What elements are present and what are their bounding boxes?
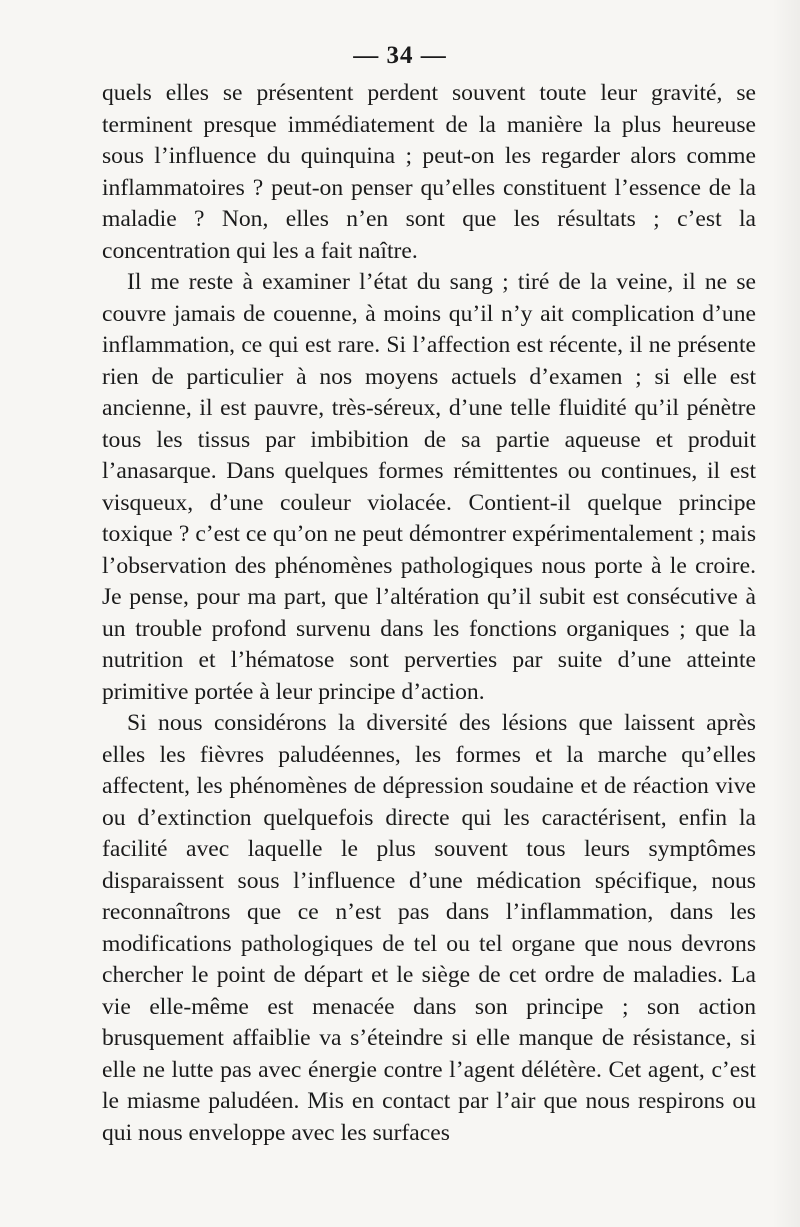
page-number: — 34 — (353, 42, 447, 69)
paragraph-paludal-fevers: Si nous considérons la diversité des lésions que laissent après elles les fièvres paludéennes, les formes et la marche qu’elles affectent, les phénomènes de dépression soudaine et de réaction vive ou d’extinction quelquefois directe qui les caractérisent, enfin la facilité avec laquelle le plus souvent tous leurs symptômes disparaissent sous l’influence d’une médication spécifique, nous reconnaîtrons que ce n’est pas dans l’inflammation, dans les modifications pathologiques de tel ou tel organe que nous devrons chercher le point de départ et le siège de cet ordre de maladies. La vie elle-même est menacée dans son principe ; son action brusquement affaiblie va s’éteindre si elle manque de résistance, si elle ne lutte pas avec énergie contre l’agent délétère. Cet agent, c’est le miasme paludéen. Mis en contact par l’air que nous respirons ou qui nous enveloppe avec les surfaces (102, 710, 756, 1146)
paragraph-blood-state: Il me reste à examiner l’état du sang ; tiré de la veine, il ne se couvre jamais de couenne, à moins qu’il n’y ait complication d’une inflammation, ce qui est rare. Si l’affection est récente, il ne présente rien de particulier à nos moyens actuels d’examen ; si elle est ancienne, il est pauvre, très-séreux, d’une telle fluidité qu’il pénètre tous les tissus par imbibition de sa partie aqueuse et produit l’anasarque. Dans quelques formes rémittentes ou continues, il est visqueux, d’une couleur violacée. Contient-il quelque principe toxique ? c’est ce qu’on ne peut démontrer expérimentalement ; mais l’observation des phénomènes pathologiques nous porte à le croire. Je pense, pour ma part, que l’altération qu’il subit est consécutive à un trouble profond survenu dans les fonctions organiques ; que la nutrition et l’hématose sont perverties par suite d’une atteinte primitive portée à leur principe d’action. (102, 269, 756, 705)
paragraph-continuation: quels elles se présentent perdent souvent toute leur gravité, se terminent presque immédiatement de la manière la plus heureuse sous l’influence du quinquina ; peut-on les regarder alors comme inflammatoires ? peut-on penser qu’elles constituent l’essence de la maladie ? Non, elles n’en sont que les résultats ; c’est la concentration qui les a fait naître. (102, 80, 756, 264)
page-edge-shadow (772, 0, 800, 1227)
body-text (102, 78, 756, 1149)
